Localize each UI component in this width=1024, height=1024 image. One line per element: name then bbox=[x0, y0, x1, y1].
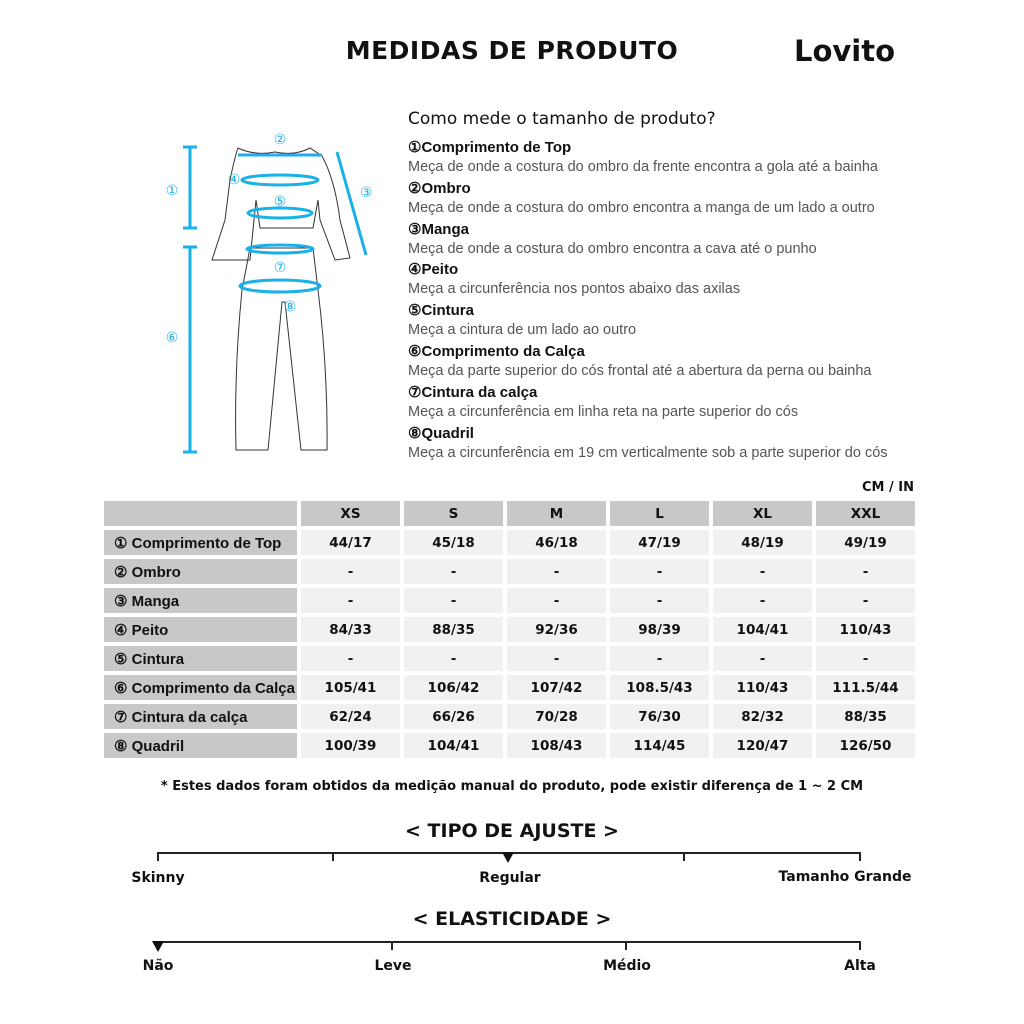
table-cell: - bbox=[507, 646, 606, 671]
size-header: XL bbox=[713, 501, 812, 526]
row-label: ⑥ Comprimento da Calça bbox=[104, 675, 297, 700]
marker-5: ⑤ bbox=[273, 194, 287, 210]
size-header: S bbox=[404, 501, 503, 526]
table-cell: - bbox=[404, 646, 503, 671]
table-cell: 108/43 bbox=[507, 733, 606, 758]
table-cell: - bbox=[816, 646, 915, 671]
table-cell: 45/18 bbox=[404, 530, 503, 555]
table-cell: - bbox=[404, 588, 503, 613]
guide-item-title: ③Manga bbox=[408, 220, 469, 238]
guide-item-description: Meça a circunferência nos pontos abaixo das axilas bbox=[408, 281, 741, 298]
table-cell: - bbox=[713, 646, 812, 671]
table-row bbox=[104, 675, 915, 700]
table-row bbox=[104, 617, 915, 642]
elasticity-tick bbox=[859, 941, 861, 950]
row-label: ③ Manga bbox=[104, 588, 297, 613]
table-cell: - bbox=[610, 646, 709, 671]
table-cell: 111.5/44 bbox=[816, 675, 915, 700]
table-cell: 105/41 bbox=[301, 675, 400, 700]
marker-7: ⑦ bbox=[273, 260, 287, 276]
guide-item-title: ⑦Cintura da calça bbox=[408, 383, 538, 401]
marker-8: ⑧ bbox=[283, 299, 297, 315]
table-cell: 88/35 bbox=[404, 617, 503, 642]
table-cell: 84/33 bbox=[301, 617, 400, 642]
fit-label-skinny: Skinny bbox=[131, 870, 185, 886]
elasticity-scale-line bbox=[158, 941, 861, 943]
guide-item-title: ②Ombro bbox=[408, 179, 471, 197]
guide-item-description: Meça da parte superior do cós frontal até a abertura da perna ou bainha bbox=[408, 363, 872, 379]
fit-tick bbox=[683, 852, 685, 861]
elasticity-tick bbox=[391, 941, 393, 950]
size-header: M bbox=[507, 501, 606, 526]
table-cell: 114/45 bbox=[610, 733, 709, 758]
table-cell: 98/39 bbox=[610, 617, 709, 642]
guide-question: Como mede o tamanho de produto? bbox=[408, 109, 716, 129]
elasticity-label-medium: Médio bbox=[603, 958, 651, 974]
elasticity-title: < ELASTICIDADE > bbox=[412, 908, 612, 930]
table-header bbox=[104, 501, 915, 526]
table-cell: - bbox=[610, 588, 709, 613]
row-label: ① Comprimento de Top bbox=[104, 530, 297, 555]
elasticity-label-high: Alta bbox=[844, 958, 876, 974]
size-header: XS bbox=[301, 501, 400, 526]
table-cell: 76/30 bbox=[610, 704, 709, 729]
guide-item-title: ⑧Quadril bbox=[408, 424, 474, 442]
table-cell: - bbox=[301, 588, 400, 613]
table-cell: 108.5/43 bbox=[610, 675, 709, 700]
fit-label-large: Tamanho Grande bbox=[778, 869, 912, 885]
header-blank bbox=[104, 501, 297, 526]
table-cell: 88/35 bbox=[816, 704, 915, 729]
marker-3: ③ bbox=[359, 185, 373, 201]
table-cell: - bbox=[404, 559, 503, 584]
table-cell: 104/41 bbox=[713, 617, 812, 642]
fit-tick bbox=[332, 852, 334, 861]
garment-measurement-diagram bbox=[150, 120, 400, 460]
fit-tick bbox=[859, 852, 861, 861]
guide-item-description: Meça de onde a costura do ombro encontra a cava até o punho bbox=[408, 240, 817, 257]
table-cell: - bbox=[713, 559, 812, 584]
guide-item-description: Meça a circunferência em 19 cm verticalmente sob a parte superior do cós bbox=[408, 444, 888, 461]
table-row bbox=[104, 588, 915, 613]
elasticity-tick bbox=[625, 941, 627, 950]
table-cell: - bbox=[507, 559, 606, 584]
elasticity-label-light: Leve bbox=[374, 958, 412, 974]
size-header: XXL bbox=[816, 501, 915, 526]
table-cell: - bbox=[610, 559, 709, 584]
guide-item-description: Meça de onde a costura do ombro encontra a manga de um lado a outro bbox=[408, 199, 875, 216]
table-cell: 48/19 bbox=[713, 530, 812, 555]
table-cell: 110/43 bbox=[816, 617, 915, 642]
row-label: ④ Peito bbox=[104, 617, 297, 642]
table-row bbox=[104, 530, 915, 555]
elasticity-indicator-icon bbox=[152, 941, 164, 952]
elasticity-label-none: Não bbox=[142, 958, 174, 974]
table-cell: 92/36 bbox=[507, 617, 606, 642]
marker-4: ④ bbox=[227, 172, 241, 188]
table-cell: - bbox=[507, 588, 606, 613]
marker-1: ① bbox=[165, 183, 179, 199]
unit-label: CM / IN bbox=[862, 480, 914, 495]
marker-2: ② bbox=[273, 132, 287, 148]
measurement-note: * Estes dados foram obtidos da medição manual do produto, pode existir diferença de 1 ~ 2 CM bbox=[160, 779, 864, 794]
table-cell: 62/24 bbox=[301, 704, 400, 729]
row-label: ⑤ Cintura bbox=[104, 646, 297, 671]
guide-item-description: Meça de onde a costura do ombro da frente encontra a gola até a bainha bbox=[408, 159, 878, 175]
table-cell: 82/32 bbox=[713, 704, 812, 729]
marker-6: ⑥ bbox=[165, 330, 179, 346]
table-row bbox=[104, 646, 915, 671]
size-table bbox=[100, 497, 919, 762]
table-row bbox=[104, 559, 915, 584]
table-cell: - bbox=[301, 646, 400, 671]
table-cell: 120/47 bbox=[713, 733, 812, 758]
guide-item-description: Meça a cintura de um lado ao outro bbox=[408, 322, 637, 339]
table-cell: 104/41 bbox=[404, 733, 503, 758]
table-cell: - bbox=[816, 559, 915, 584]
row-label: ⑦ Cintura da calça bbox=[104, 704, 297, 729]
table-cell: 44/17 bbox=[301, 530, 400, 555]
table-cell: 107/42 bbox=[507, 675, 606, 700]
table-cell: 46/18 bbox=[507, 530, 606, 555]
table-cell: 49/19 bbox=[816, 530, 915, 555]
page-title: MEDIDAS DE PRODUTO bbox=[345, 36, 679, 65]
row-label: ⑧ Quadril bbox=[104, 733, 297, 758]
table-cell: 66/26 bbox=[404, 704, 503, 729]
table-cell: - bbox=[816, 588, 915, 613]
guide-item-description: Meça a circunferência em linha reta na parte superior do cós bbox=[408, 403, 799, 420]
fit-tick bbox=[157, 852, 159, 861]
table-cell: 106/42 bbox=[404, 675, 503, 700]
fit-label-regular: Regular bbox=[479, 870, 541, 886]
table-cell: 47/19 bbox=[610, 530, 709, 555]
guide-item-title: ④Peito bbox=[408, 261, 459, 279]
fit-indicator-icon bbox=[502, 852, 514, 863]
guide-item-title: ⑤Cintura bbox=[408, 302, 474, 320]
table-cell: 100/39 bbox=[301, 733, 400, 758]
table-cell: 70/28 bbox=[507, 704, 606, 729]
table-row bbox=[104, 704, 915, 729]
brand-logo: Lovito bbox=[794, 34, 896, 68]
table-row bbox=[104, 733, 915, 758]
table-cell: - bbox=[713, 588, 812, 613]
guide-item-title: ①Comprimento de Top bbox=[408, 139, 572, 156]
row-label: ② Ombro bbox=[104, 559, 297, 584]
size-header: L bbox=[610, 501, 709, 526]
table-cell: 126/50 bbox=[816, 733, 915, 758]
table-cell: - bbox=[301, 559, 400, 584]
guide-item-title: ⑥Comprimento da Calça bbox=[408, 343, 585, 360]
fit-title: < TIPO DE AJUSTE > bbox=[405, 820, 619, 842]
table-cell: 110/43 bbox=[713, 675, 812, 700]
